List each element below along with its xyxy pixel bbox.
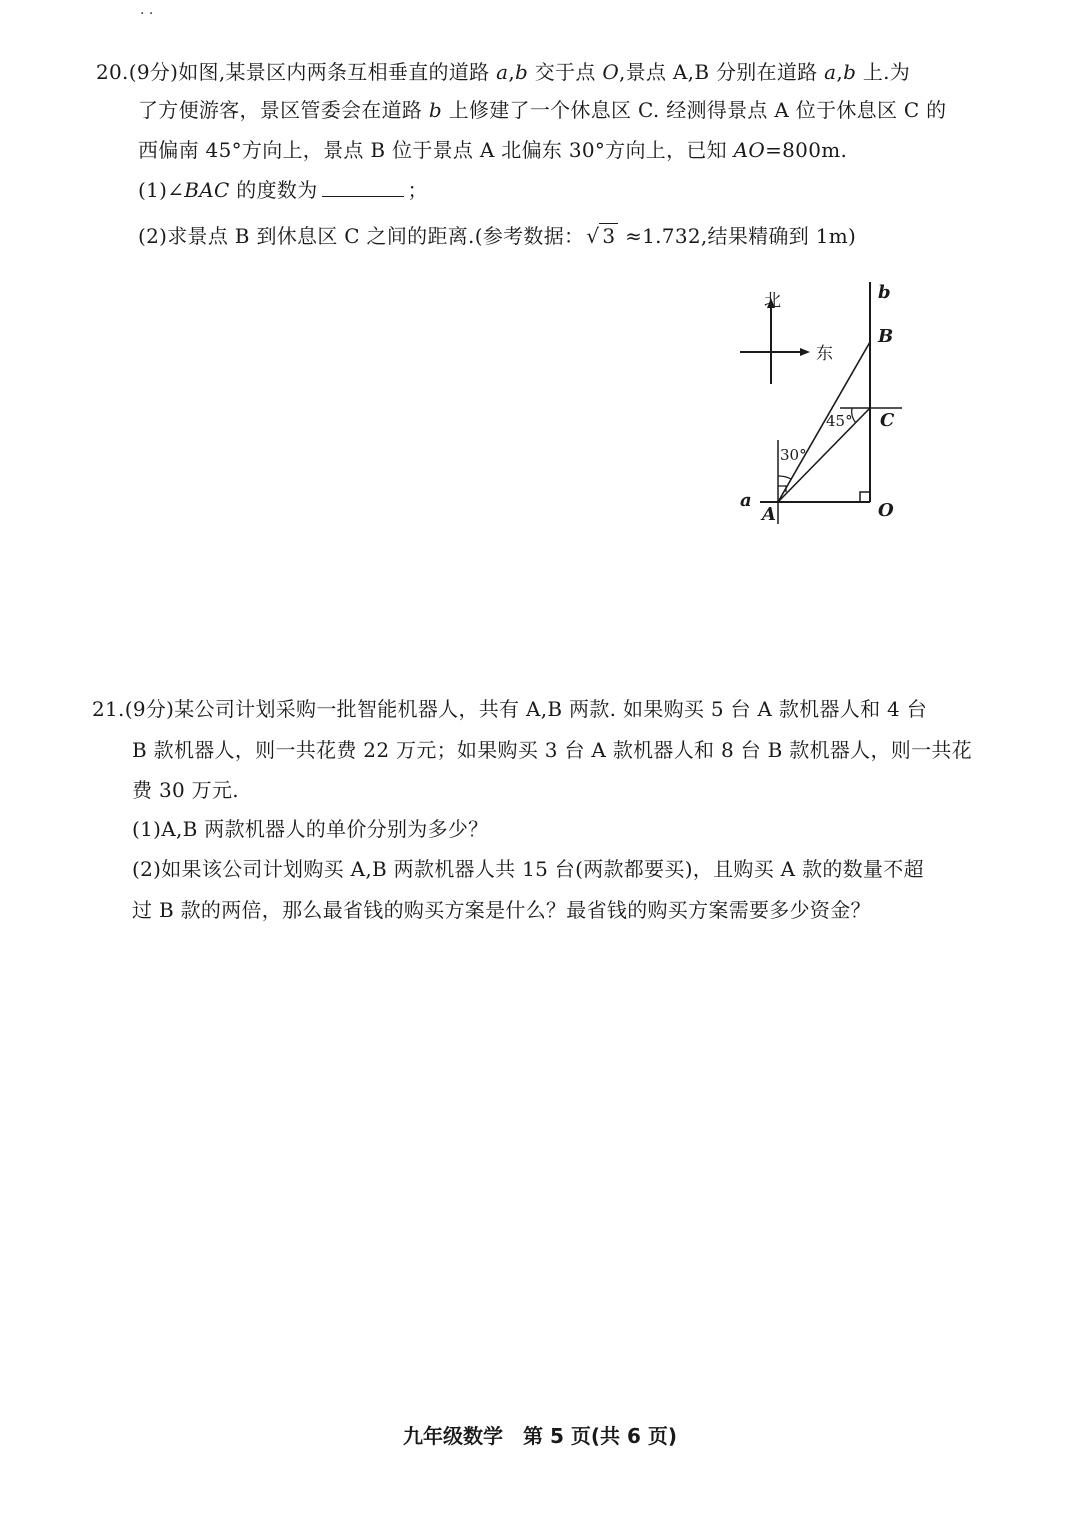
label-O: O: [878, 500, 894, 521]
var-b: b: [428, 98, 442, 122]
answer-blank[interactable]: [322, 178, 404, 197]
q20-number: 20.: [96, 60, 129, 84]
corner-marks: · ·: [140, 6, 154, 22]
var-b: b: [843, 60, 857, 84]
q20-figure: [720, 280, 920, 530]
q21-part-2-line-1: (2)如果该公司计划购买 A,B 两款机器人共 15 台(两款都要买)，且购买 A 款的数量不超: [132, 857, 924, 881]
q20-text: 如图,某景区内两条互相垂直的道路: [178, 60, 497, 84]
q21-score: (9分): [124, 697, 175, 721]
label-b: b: [878, 282, 891, 303]
q20-text: 上修建了一个休息区 C. 经测得景点 A 位于休息区 C 的: [441, 98, 947, 122]
q20-line-1: [96, 58, 910, 86]
q20-text: ,景点 A,B 分别在道路: [619, 60, 825, 84]
var-AO: AO: [733, 138, 766, 162]
q20-text: 的度数为: [229, 178, 318, 202]
var-BAC: BAC: [184, 178, 230, 202]
q21-part-2-line-2: 过 B 款的两倍，那么最省钱的购买方案是什么？最省钱的购买方案需要多少资金？: [132, 898, 871, 922]
q21-line-3: 费 30 万元.: [132, 778, 239, 802]
compass-east-arrow: [800, 348, 810, 356]
q20-score: (9分): [128, 60, 179, 84]
q20-line-3: [138, 136, 847, 164]
q20-text: 交于点: [528, 60, 603, 84]
q20-part-2: [138, 222, 856, 250]
q20-text: 上.为: [856, 60, 911, 84]
q20-text: (1)∠: [138, 178, 185, 202]
var-a: a: [496, 60, 509, 84]
angle-30-label: 30°: [780, 446, 807, 464]
q20-text: ,: [508, 60, 515, 84]
q21-part-1: (1)A,B 两款机器人的单价分别为多少？: [132, 817, 489, 841]
q21-line-2: B 款机器人，则一共花费 22 万元；如果购买 3 台 A 款机器人和 8 台 B 款机器人，则一共花: [132, 738, 972, 762]
var-b: b: [514, 60, 529, 84]
q21-number: 21.: [92, 697, 125, 721]
q20-text: =800m.: [765, 138, 848, 162]
var-O: O: [602, 60, 620, 84]
q20-text: 了方便游客，景区管委会在道路: [138, 98, 429, 122]
q20-part-1: [138, 176, 428, 204]
label-C: C: [880, 410, 895, 431]
sqrt-radicand: 3: [599, 223, 618, 248]
q20-line-2: [138, 96, 946, 124]
sqrt-symbol: √ 3: [584, 222, 618, 250]
label-a: a: [740, 490, 752, 511]
q20-text: 西偏南 45°方向上，景点 B 位于景点 A 北偏东 30°方向上，已知: [138, 138, 734, 162]
q21-line-1: [92, 695, 927, 723]
var-a: a: [824, 60, 837, 84]
north-label: 北: [764, 291, 781, 311]
q20-text: ；: [407, 178, 428, 202]
angle-45-label: 45°: [826, 412, 853, 430]
angle-30-arc: [778, 476, 791, 479]
east-label: 东: [816, 344, 833, 364]
q20-text: (2)求景点 B 到休息区 C 之间的距离.(参考数据：: [138, 224, 585, 248]
q20-text: ≈1.732,结果精确到 1m): [618, 224, 857, 248]
q21-text: 某公司计划采购一批智能机器人，共有 A,B 两款. 如果购买 5 台 A 款机器人和 4 台: [174, 697, 928, 721]
right-angle-mark: [860, 492, 870, 502]
label-B: B: [878, 326, 894, 347]
page-footer: 九年级数学 第 5 页(共 6 页): [403, 1424, 677, 1448]
q20-text: ,: [836, 60, 844, 84]
label-A: A: [762, 504, 776, 525]
